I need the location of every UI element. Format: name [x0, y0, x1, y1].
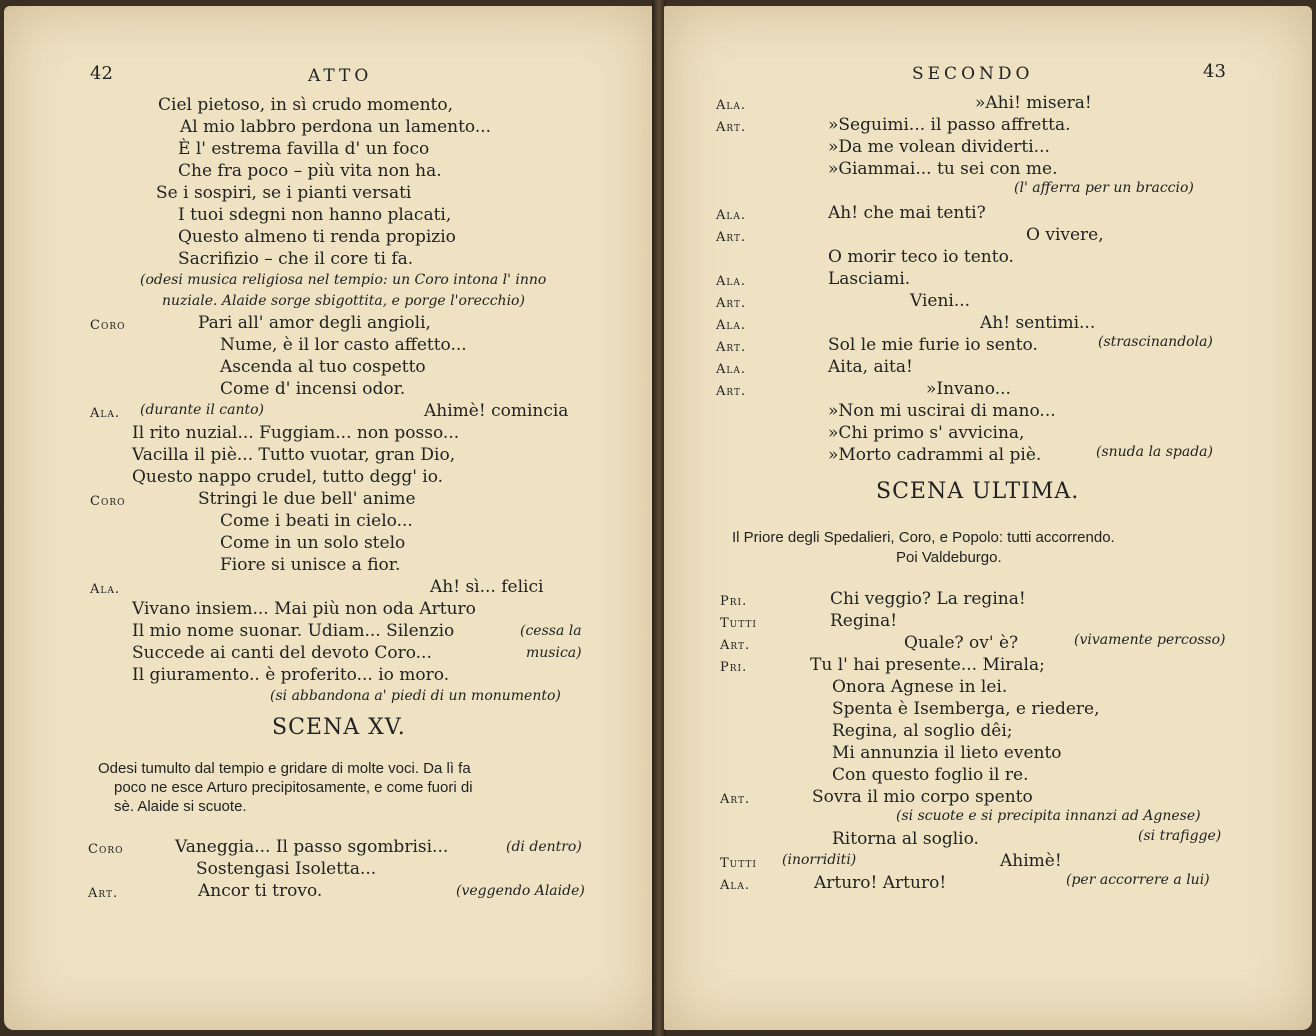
left-stage-note: (cessa la [520, 623, 582, 639]
right-verse-line: Regina, al soglio dêi; [832, 721, 1013, 741]
right-page-number: 43 [1203, 61, 1226, 82]
right-running-head: SECONDO [912, 64, 1034, 84]
right-stage-direction-1: Il Priore degli Spedalieri, Coro, e Popolo: tutti accorrendo. [732, 529, 1115, 546]
right-verse-line: Mi annunzia il lieto evento [832, 743, 1062, 763]
left-page-number: 42 [90, 63, 113, 84]
right-speaker-label: Pri. [720, 594, 748, 609]
left-verse-line: Pari all' amor degli angioli, [198, 313, 431, 333]
left-stage-note: (durante il canto) [140, 402, 264, 418]
left-verse-line: Al mio labbro perdona un lamento... [180, 117, 492, 137]
right-verse-line: Vieni... [910, 291, 971, 311]
left-verse-line: Stringi le due bell' anime [198, 489, 416, 509]
right-speaker-label: Pri. [720, 660, 748, 675]
left-stage-note: (di dentro) [506, 839, 582, 855]
right-verse-line: Ritorna al soglio. [832, 829, 979, 849]
left-verse-line: Ciel pietoso, in sì crudo momento, [158, 95, 453, 115]
left-verse-line: Come i beati in cielo... [220, 511, 413, 531]
left-speaker-label: Ala. [90, 406, 120, 421]
left-verse-line: Come d' incensi odor. [220, 379, 406, 399]
right-stage-note: (si trafigge) [1138, 828, 1222, 844]
right-verse-line: Lasciami. [828, 269, 911, 289]
right-verse-line: Sol le mie furie io sento. [828, 335, 1038, 355]
right-verse-line: Ahimè! [1000, 851, 1062, 871]
left-verse-line: Il rito nuzial... Fuggiam... non posso... [132, 423, 460, 443]
right-verse-line: »Morto cadrammi al piè. [828, 445, 1042, 465]
right-verse-line: »Chi primo s' avvicina, [828, 423, 1025, 443]
left-verse-line: Ahimè! comincia [424, 401, 569, 421]
right-verse-line: O vivere, [1026, 225, 1104, 245]
right-verse-line: Sovra il mio corpo spento [812, 787, 1033, 807]
right-verse-line: Arturo! Arturo! [814, 873, 947, 893]
right-speaker-label: Ala. [716, 274, 746, 289]
left-speaker-label: Coro [90, 318, 126, 333]
right-verse-line: Spenta è Isemberga, e riedere, [832, 699, 1100, 719]
right-stage-note: (strascinandola) [1098, 334, 1213, 350]
right-speaker-label: Ala. [716, 98, 746, 113]
left-verse-line: Che fra poco – più vita non ha. [178, 161, 442, 181]
right-verse-line: »Ahi! misera! [975, 93, 1092, 113]
left-verse-line: Vacilla il piè... Tutto vuotar, gran Dio, [132, 445, 456, 465]
left-stage-direction-3: sè. Alaide si scuote. [114, 798, 247, 815]
right-verse-line: »Seguimi... il passo affretta. [828, 115, 1071, 135]
right-stage-note: (vivamente percosso) [1074, 632, 1226, 648]
left-speaker-label: Ala. [90, 582, 120, 597]
right-speaker-label: Art. [716, 120, 747, 135]
right-speaker-label: Art. [716, 384, 747, 399]
right-speaker-label: Art. [720, 792, 751, 807]
left-stage-note: nuziale. Alaide sorge sbigottita, e porge l'orecchio) [162, 293, 525, 309]
left-verse-line: Questo nappo crudel, tutto degg' io. [132, 467, 444, 487]
right-verse-line: Tu l' hai presente... Mirala; [810, 655, 1045, 675]
left-running-head: ATTO [308, 66, 373, 86]
right-speaker-label: Art. [716, 230, 747, 245]
right-speaker-label: Tutti [720, 616, 757, 631]
right-stage-note: (l' afferra per un braccio) [1014, 180, 1194, 196]
left-stage-direction-2: poco ne esce Arturo precipitosamente, e come fuori di [114, 779, 473, 796]
left-verse-line: Come in un solo stelo [220, 533, 406, 553]
left-verse-line: Ascenda al tuo cospetto [220, 357, 426, 377]
right-stage-direction-2: Poi Valdeburgo. [896, 549, 1002, 566]
left-stage-note: musica) [526, 645, 582, 661]
right-verse-line: Quale? ov' è? [904, 633, 1019, 653]
right-speaker-label: Ala. [716, 208, 746, 223]
left-speaker-label: Art. [88, 886, 119, 901]
left-verse-line: Ah! sì... felici [430, 577, 544, 597]
right-verse-line: »Giammai... tu sei con me. [828, 159, 1058, 179]
right-verse-line: Onora Agnese in lei. [832, 677, 1008, 697]
right-verse-line: Ah! sentimi... [980, 313, 1096, 333]
right-verse-line: Con questo foglio il re. [832, 765, 1029, 785]
left-verse-line: È l' estrema favilla d' un foco [178, 139, 430, 159]
right-speaker-label: Ala. [716, 362, 746, 377]
left-verse-line: Sostengasi Isoletta... [196, 859, 377, 879]
left-stage-note: (veggendo Alaide) [456, 883, 585, 899]
left-verse-line: Vaneggia... Il passo sgombrisi... [175, 837, 449, 857]
left-speaker-label: Coro [88, 842, 124, 857]
left-verse-line: Ancor ti trovo. [198, 881, 323, 901]
left-verse-line: Nume, è il lor casto affetto... [220, 335, 467, 355]
right-verse-line: »Non mi uscirai di mano... [828, 401, 1056, 421]
right-stage-note: (inorriditi) [782, 852, 857, 868]
left-verse-line: Vivano insiem... Mai più non oda Arturo [132, 599, 476, 619]
left-scene-heading: SCENA XV. [272, 715, 406, 740]
left-stage-note: (odesi musica religiosa nel tempio: un Coro intona l' inno [140, 272, 547, 288]
right-speaker-label: Art. [720, 638, 751, 653]
right-stage-note: (si scuote e si precipita innanzi ad Agnese) [896, 808, 1201, 824]
right-verse-line: Chi veggio? La regina! [830, 589, 1026, 609]
left-stage-note: (si abbandona a' piedi di un monumento) [270, 688, 561, 704]
left-verse-line: Fiore si unisce a fior. [220, 555, 401, 575]
right-verse-line: Regina! [830, 611, 898, 631]
right-verse-line: Ah! che mai tenti? [828, 203, 986, 223]
right-verse-line: Aita, aita! [828, 357, 913, 377]
right-speaker-label: Tutti [720, 856, 757, 871]
right-verse-line: »Invano... [926, 379, 1011, 399]
right-speaker-label: Ala. [716, 318, 746, 333]
right-verse-line: »Da me volean dividerti... [828, 137, 1050, 157]
left-verse-line: Succede ai canti del devoto Coro... [132, 643, 432, 663]
right-speaker-label: Art. [716, 296, 747, 311]
left-verse-line: Sacrifizio – che il core ti fa. [178, 249, 414, 269]
left-stage-direction-1: Odesi tumulto dal tempio e gridare di molte voci. Da lì fa [98, 760, 471, 777]
left-verse-line: Il mio nome suonar. Udiam... Silenzio [132, 621, 455, 641]
right-speaker-label: Art. [716, 340, 747, 355]
left-verse-line: Se i sospiri, se i pianti versati [156, 183, 412, 203]
right-scene-heading: SCENA ULTIMA. [876, 479, 1080, 504]
right-verse-line: O morir teco io tento. [828, 247, 1014, 267]
left-verse-line: I tuoi sdegni non hanno placati, [178, 205, 452, 225]
left-verse-line: Il giuramento.. è proferito... io moro. [132, 665, 450, 685]
left-verse-line: Questo almeno ti renda propizio [178, 227, 456, 247]
left-speaker-label: Coro [90, 494, 126, 509]
right-speaker-label: Ala. [720, 878, 750, 893]
right-stage-note: (snuda la spada) [1096, 444, 1213, 460]
right-stage-note: (per accorrere a lui) [1066, 872, 1210, 888]
